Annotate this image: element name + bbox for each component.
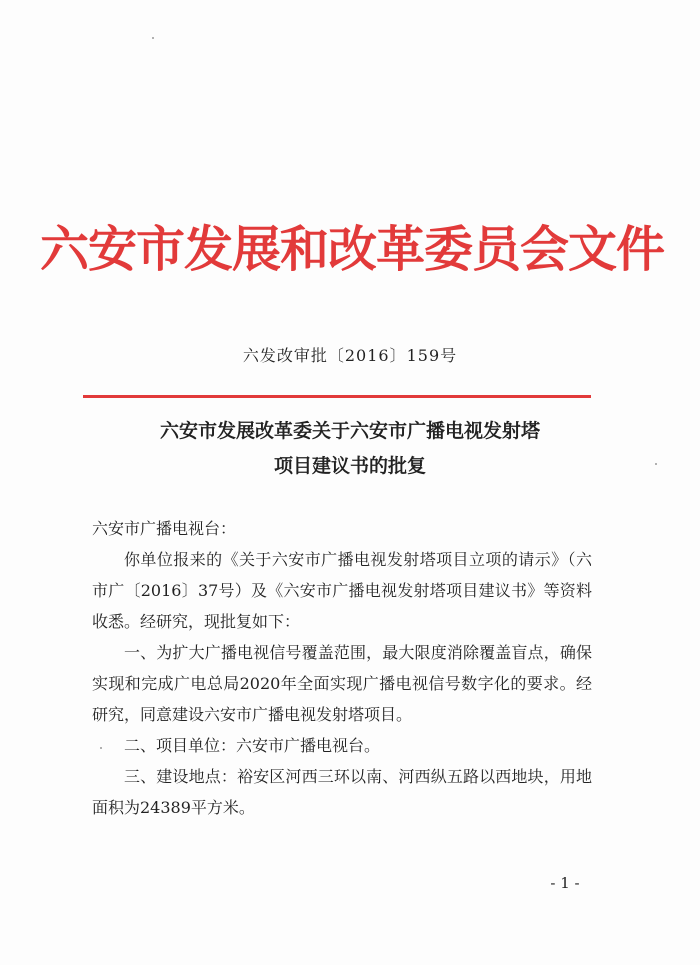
- addressee: 六安市广播电视台：: [92, 519, 237, 538]
- document-number: 六发改审批〔2016〕159号: [242, 346, 458, 365]
- issuer-banner: 六安市发展和改革委员会文件: [40, 221, 665, 278]
- page-number: - 1 -: [550, 874, 580, 892]
- scan-speck: [152, 37, 154, 39]
- document-title-line-1: 六安市发展改革委关于六安市广播电视发射塔: [159, 420, 540, 442]
- document-body: [92, 513, 592, 823]
- scan-speck: [100, 747, 102, 749]
- document-title: [80, 414, 620, 484]
- body-paragraph-item-1: 一、为扩大广播电视信号覆盖范围，最大限度消除覆盖盲点，确保实现和完成广电总局2020年全面实现广播电视信号数字化的要求。经研究，同意建设六安市广播电视发射塔项目。: [92, 643, 592, 724]
- body-paragraph-item-2: 二、项目单位：六安市广播电视台。: [124, 736, 381, 755]
- scan-speck: [655, 463, 657, 465]
- body-paragraph-intro: 你单位报来的《关于六安市广播电视发射塔项目立项的请示》（六市广〔2016〕37号）及《六安市广播电视发射塔项目建议书》等资料收悉。经研究，现批复如下：: [92, 550, 592, 631]
- body-paragraph-item-3: 三、建设地点：裕安区河西三环以南、河西纵五路以西地块，用地面积为24389平方米。: [92, 767, 592, 817]
- red-divider-rule: [83, 395, 591, 398]
- document-title-line-2: 项目建议书的批复: [273, 455, 426, 477]
